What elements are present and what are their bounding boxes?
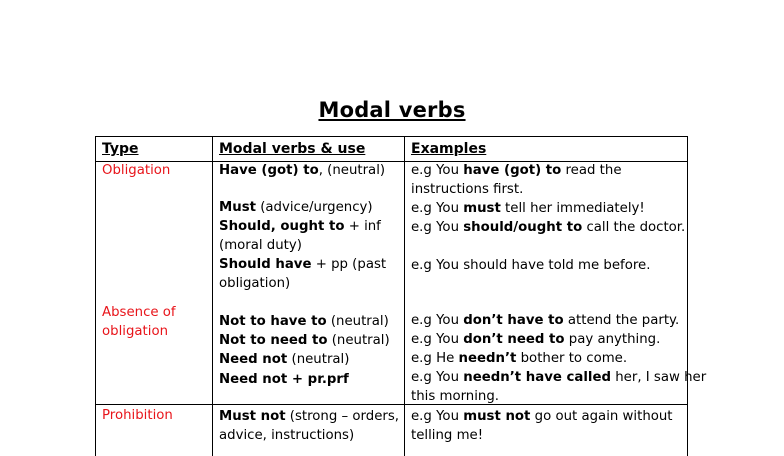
- column-divider: [404, 137, 405, 456]
- example-not-have-to: e.g You don’t have to attend the party.: [411, 313, 680, 328]
- header-examples: Examples: [411, 141, 487, 157]
- modal-should-have-cont: obligation): [219, 276, 291, 291]
- header-type: Type: [102, 141, 139, 157]
- modal-should-cont: (moral duty): [219, 238, 302, 253]
- type-absence-line2: obligation: [102, 324, 169, 339]
- example-must-not-cont: telling me!: [411, 428, 484, 443]
- modal-must-not-cont: advice, instructions): [219, 428, 355, 443]
- example-not-need-to: e.g You don’t need to pay anything.: [411, 332, 661, 347]
- modal-have-got-to: Have (got) to, (neutral): [219, 163, 386, 178]
- example-need-not: e.g He needn’t bother to come.: [411, 351, 628, 366]
- example-must-not: e.g You must not go out again without: [411, 409, 673, 424]
- modal-verbs-table: [95, 136, 707, 456]
- modal-should-have: Should have + pp (past: [219, 257, 387, 272]
- slide-title: Modal verbs: [318, 98, 466, 122]
- row-divider: [96, 404, 687, 405]
- example-need-not-prf: e.g You needn’t have called her, I saw her: [411, 370, 707, 385]
- type-prohibition: Prohibition: [102, 408, 173, 423]
- modal-not-have-to: Not to have to (neutral): [219, 314, 389, 329]
- example-should-have: e.g You should have told me before.: [411, 258, 651, 273]
- modal-must-not: Must not (strong – orders,: [219, 409, 400, 424]
- example-have-got-to-cont: instructions first.: [411, 182, 524, 197]
- type-absence-line1: Absence of: [102, 305, 176, 320]
- modal-should: Should, ought to + inf: [219, 219, 381, 234]
- type-obligation: Obligation: [102, 163, 171, 178]
- modal-must: Must (advice/urgency): [219, 200, 373, 215]
- example-must: e.g You must tell her immediately!: [411, 201, 645, 216]
- example-need-not-prf-cont: this morning.: [411, 389, 500, 404]
- example-have-got-to: e.g You have (got) to read the: [411, 163, 622, 178]
- modal-need-not: Need not (neutral): [219, 352, 350, 367]
- example-should: e.g You should/ought to call the doctor.: [411, 220, 686, 235]
- header-modal-verbs: Modal verbs & use: [219, 141, 366, 157]
- column-divider: [212, 137, 213, 456]
- modal-not-need-to: Not to need to (neutral): [219, 333, 390, 348]
- modal-need-not-prf: Need not + pr.prf: [219, 372, 349, 387]
